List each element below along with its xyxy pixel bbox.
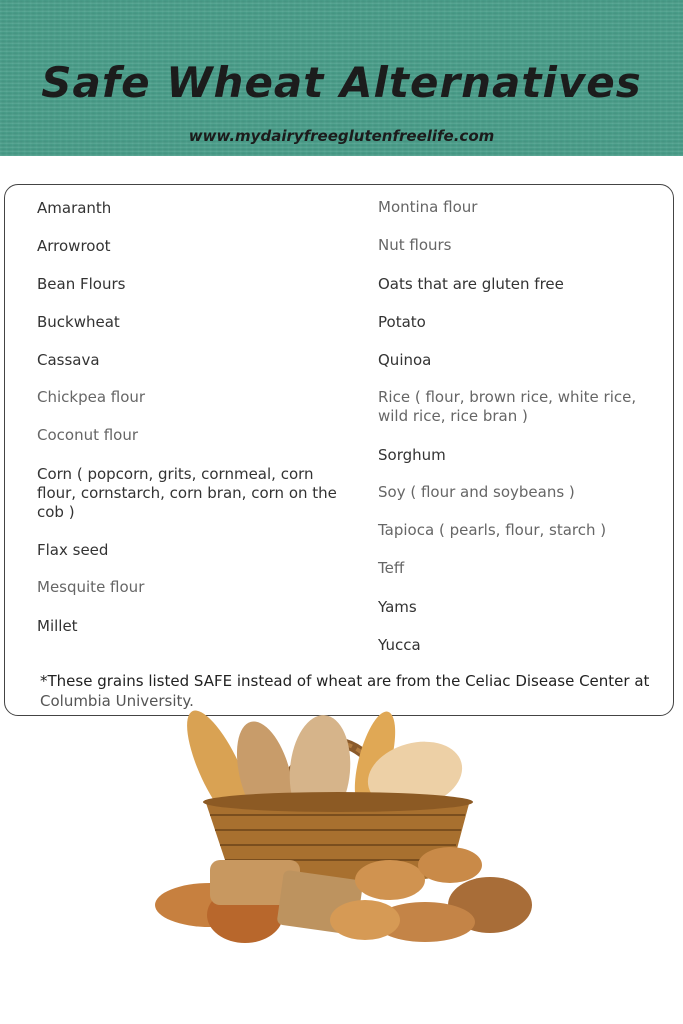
- list-item: Corn ( popcorn, grits, cornmeal, corn flour, cornstarch, corn bran, corn on the cob ): [37, 465, 337, 521]
- source-note-line1: *These grains listed SAFE instead of wheat are from the Celiac Disease Center at: [40, 672, 650, 690]
- list-item: Tapioca ( pearls, flour, starch ): [378, 521, 607, 539]
- list-item: Soy ( flour and soybeans ): [378, 483, 575, 501]
- alternatives-card: [4, 184, 674, 716]
- website-url[interactable]: www.mydairyfreeglutenfreelife.com: [188, 127, 495, 145]
- source-note-line2: Columbia University.: [40, 692, 194, 710]
- list-item: Oats that are gluten free: [378, 275, 564, 293]
- list-item: Millet: [37, 617, 78, 635]
- list-item: Cassava: [37, 351, 100, 369]
- list-item: Nut flours: [378, 236, 452, 254]
- list-item: Yams: [378, 598, 417, 616]
- list-item: Amaranth: [37, 199, 112, 217]
- list-item: Teff: [378, 559, 405, 577]
- bread-basket-icon: [150, 690, 540, 950]
- header-banner: [0, 0, 683, 156]
- list-item: Sorghum: [378, 446, 446, 464]
- list-item: Coconut flour: [37, 426, 139, 444]
- list-item: Flax seed: [37, 541, 109, 559]
- list-item: Mesquite flour: [37, 578, 145, 596]
- list-item: Bean Flours: [37, 275, 126, 293]
- list-item: Montina flour: [378, 198, 478, 216]
- list-item: Potato: [378, 313, 426, 331]
- list-item: Arrowroot: [37, 237, 111, 255]
- page-title: Safe Wheat Alternatives: [41, 58, 642, 107]
- list-item: Quinoa: [378, 351, 432, 369]
- list-item: Rice ( flour, brown rice, white rice, wild rice, rice bran ): [378, 388, 637, 425]
- list-item: Chickpea flour: [37, 388, 146, 406]
- list-item: Buckwheat: [37, 313, 120, 331]
- list-item: Yucca: [378, 636, 421, 654]
